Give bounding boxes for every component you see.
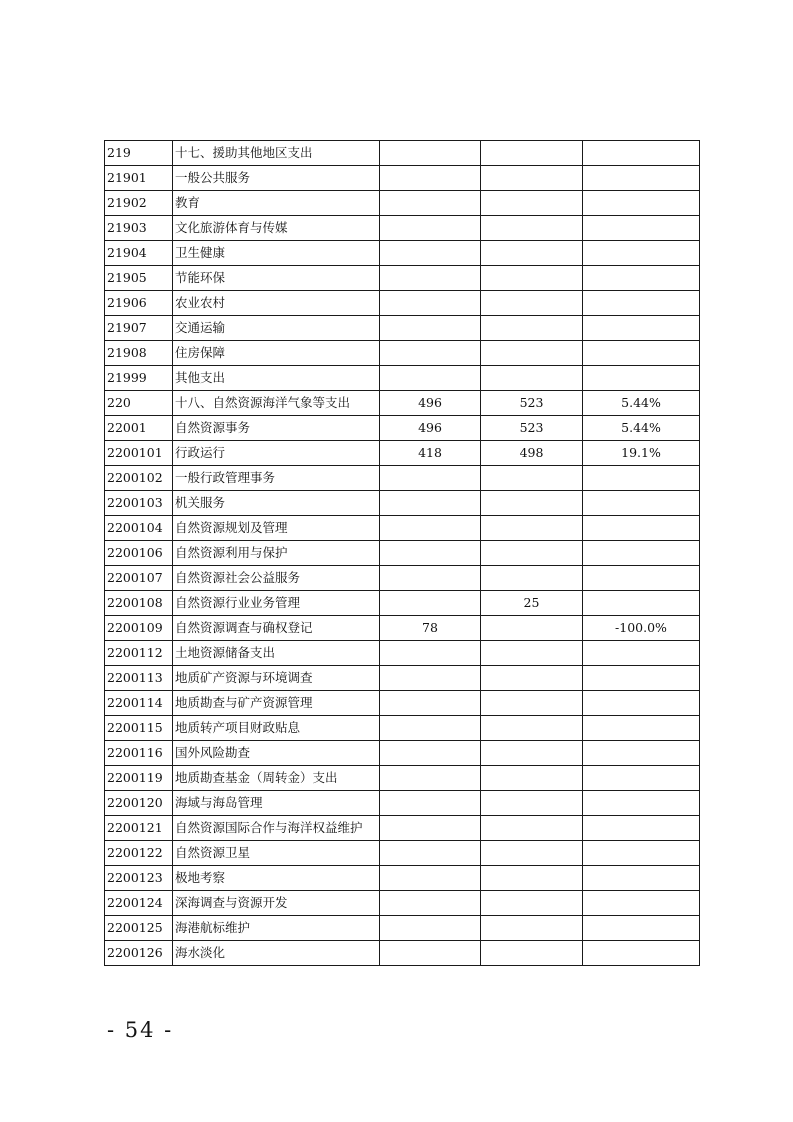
cell-code: 2200122 — [105, 841, 173, 866]
cell-code: 21908 — [105, 341, 173, 366]
cell-value-2 — [481, 716, 583, 741]
cell-name: 自然资源利用与保护 — [173, 541, 380, 566]
cell-value-2 — [481, 766, 583, 791]
cell-change-rate — [583, 291, 700, 316]
cell-name: 自然资源规划及管理 — [173, 516, 380, 541]
cell-change-rate — [583, 341, 700, 366]
cell-name: 自然资源事务 — [173, 416, 380, 441]
table-row — [105, 141, 700, 166]
cell-name: 交通运输 — [173, 316, 380, 341]
cell-value-2 — [481, 691, 583, 716]
cell-value-1 — [380, 166, 481, 191]
cell-code: 21999 — [105, 366, 173, 391]
cell-value-1 — [380, 591, 481, 616]
table-body — [105, 141, 700, 966]
cell-change-rate: 5.44% — [583, 416, 700, 441]
budget-table — [104, 140, 700, 966]
cell-change-rate — [583, 541, 700, 566]
cell-change-rate — [583, 241, 700, 266]
table-row — [105, 266, 700, 291]
cell-value-1 — [380, 866, 481, 891]
cell-name: 土地资源储备支出 — [173, 641, 380, 666]
cell-value-2 — [481, 741, 583, 766]
cell-value-2: 523 — [481, 391, 583, 416]
cell-code: 2200102 — [105, 466, 173, 491]
cell-name: 文化旅游体育与传媒 — [173, 216, 380, 241]
cell-value-2 — [481, 291, 583, 316]
cell-value-2 — [481, 666, 583, 691]
cell-value-1 — [380, 316, 481, 341]
cell-code: 2200119 — [105, 766, 173, 791]
table-row — [105, 366, 700, 391]
cell-code: 2200108 — [105, 591, 173, 616]
table-row — [105, 191, 700, 216]
cell-value-2 — [481, 216, 583, 241]
cell-change-rate — [583, 916, 700, 941]
table-row — [105, 716, 700, 741]
cell-value-2 — [481, 266, 583, 291]
table-row — [105, 341, 700, 366]
cell-change-rate — [583, 941, 700, 966]
cell-change-rate — [583, 566, 700, 591]
cell-value-2 — [481, 616, 583, 641]
cell-value-2 — [481, 941, 583, 966]
cell-value-1 — [380, 216, 481, 241]
cell-code: 2200113 — [105, 666, 173, 691]
cell-name: 自然资源国际合作与海洋权益维护 — [173, 816, 380, 841]
cell-code: 21901 — [105, 166, 173, 191]
cell-code: 2200120 — [105, 791, 173, 816]
cell-value-2 — [481, 191, 583, 216]
cell-value-1 — [380, 891, 481, 916]
cell-value-1 — [380, 266, 481, 291]
cell-name: 海港航标维护 — [173, 916, 380, 941]
cell-code: 2200116 — [105, 741, 173, 766]
cell-value-2 — [481, 491, 583, 516]
cell-name: 地质转产项目财政贴息 — [173, 716, 380, 741]
cell-name: 机关服务 — [173, 491, 380, 516]
cell-value-2: 25 — [481, 591, 583, 616]
cell-code: 21906 — [105, 291, 173, 316]
cell-value-1 — [380, 841, 481, 866]
cell-value-1 — [380, 291, 481, 316]
cell-code: 2200101 — [105, 441, 173, 466]
cell-change-rate — [583, 866, 700, 891]
cell-change-rate — [583, 141, 700, 166]
cell-value-1 — [380, 541, 481, 566]
cell-name: 节能环保 — [173, 266, 380, 291]
cell-value-2 — [481, 516, 583, 541]
cell-change-rate — [583, 766, 700, 791]
cell-value-2 — [481, 316, 583, 341]
table-row — [105, 816, 700, 841]
cell-value-2 — [481, 366, 583, 391]
cell-name: 农业农村 — [173, 291, 380, 316]
cell-change-rate — [583, 591, 700, 616]
cell-code: 2200109 — [105, 616, 173, 641]
table-row — [105, 641, 700, 666]
table-row — [105, 591, 700, 616]
cell-change-rate — [583, 216, 700, 241]
table-row — [105, 391, 700, 416]
table-row — [105, 516, 700, 541]
cell-value-2 — [481, 916, 583, 941]
table-row — [105, 666, 700, 691]
cell-change-rate — [583, 741, 700, 766]
cell-name: 自然资源社会公益服务 — [173, 566, 380, 591]
cell-change-rate — [583, 166, 700, 191]
cell-value-1 — [380, 241, 481, 266]
cell-value-2 — [481, 816, 583, 841]
cell-value-2: 523 — [481, 416, 583, 441]
cell-value-1 — [380, 716, 481, 741]
cell-change-rate — [583, 516, 700, 541]
table-row — [105, 216, 700, 241]
cell-value-1 — [380, 666, 481, 691]
cell-value-2 — [481, 841, 583, 866]
cell-value-1 — [380, 366, 481, 391]
cell-value-1 — [380, 816, 481, 841]
cell-change-rate: -100.0% — [583, 616, 700, 641]
cell-change-rate — [583, 816, 700, 841]
cell-value-1 — [380, 741, 481, 766]
cell-name: 教育 — [173, 191, 380, 216]
cell-change-rate — [583, 641, 700, 666]
cell-value-1 — [380, 491, 481, 516]
cell-change-rate — [583, 716, 700, 741]
cell-value-1: 78 — [380, 616, 481, 641]
cell-value-1 — [380, 566, 481, 591]
cell-code: 21903 — [105, 216, 173, 241]
cell-code: 2200115 — [105, 716, 173, 741]
cell-value-1 — [380, 941, 481, 966]
table-row — [105, 866, 700, 891]
table-row — [105, 916, 700, 941]
cell-code: 2200126 — [105, 941, 173, 966]
cell-code: 21902 — [105, 191, 173, 216]
page-number: - 54 - — [107, 1018, 174, 1042]
cell-code: 21904 — [105, 241, 173, 266]
cell-code: 22001 — [105, 416, 173, 441]
cell-code: 2200104 — [105, 516, 173, 541]
cell-change-rate — [583, 366, 700, 391]
cell-name: 海域与海岛管理 — [173, 791, 380, 816]
cell-code: 2200121 — [105, 816, 173, 841]
cell-change-rate — [583, 466, 700, 491]
table-row — [105, 741, 700, 766]
table-row — [105, 841, 700, 866]
table-row — [105, 566, 700, 591]
table-row — [105, 491, 700, 516]
cell-change-rate — [583, 191, 700, 216]
cell-name: 海水淡化 — [173, 941, 380, 966]
cell-name: 其他支出 — [173, 366, 380, 391]
cell-code: 2200107 — [105, 566, 173, 591]
table-row — [105, 291, 700, 316]
table-row — [105, 766, 700, 791]
cell-change-rate — [583, 841, 700, 866]
cell-name: 地质勘查基金（周转金）支出 — [173, 766, 380, 791]
cell-value-1: 418 — [380, 441, 481, 466]
cell-name: 自然资源调查与确权登记 — [173, 616, 380, 641]
cell-value-2: 498 — [481, 441, 583, 466]
cell-code: 2200124 — [105, 891, 173, 916]
cell-value-2 — [481, 866, 583, 891]
cell-change-rate — [583, 691, 700, 716]
cell-name: 住房保障 — [173, 341, 380, 366]
table-row — [105, 441, 700, 466]
cell-code: 2200123 — [105, 866, 173, 891]
cell-change-rate: 19.1% — [583, 441, 700, 466]
cell-change-rate — [583, 891, 700, 916]
cell-change-rate: 5.44% — [583, 391, 700, 416]
cell-name: 十七、援助其他地区支出 — [173, 141, 380, 166]
table-row — [105, 616, 700, 641]
table-row — [105, 416, 700, 441]
cell-name: 极地考察 — [173, 866, 380, 891]
cell-name: 深海调查与资源开发 — [173, 891, 380, 916]
cell-value-1 — [380, 916, 481, 941]
cell-value-2 — [481, 141, 583, 166]
table-row — [105, 166, 700, 191]
cell-name: 地质勘查与矿产资源管理 — [173, 691, 380, 716]
cell-code: 21907 — [105, 316, 173, 341]
table-row — [105, 316, 700, 341]
cell-change-rate — [583, 666, 700, 691]
cell-name: 十八、自然资源海洋气象等支出 — [173, 391, 380, 416]
table-row — [105, 791, 700, 816]
cell-value-1: 496 — [380, 391, 481, 416]
cell-code: 2200112 — [105, 641, 173, 666]
table-row — [105, 541, 700, 566]
table-row — [105, 241, 700, 266]
cell-change-rate — [583, 316, 700, 341]
cell-value-1 — [380, 141, 481, 166]
cell-change-rate — [583, 266, 700, 291]
cell-code: 21905 — [105, 266, 173, 291]
cell-name: 自然资源卫星 — [173, 841, 380, 866]
cell-value-2 — [481, 241, 583, 266]
cell-name: 自然资源行业业务管理 — [173, 591, 380, 616]
cell-name: 行政运行 — [173, 441, 380, 466]
table-row — [105, 941, 700, 966]
cell-name: 一般行政管理事务 — [173, 466, 380, 491]
cell-value-1 — [380, 641, 481, 666]
cell-value-2 — [481, 641, 583, 666]
cell-code: 2200125 — [105, 916, 173, 941]
cell-change-rate — [583, 491, 700, 516]
cell-value-1 — [380, 466, 481, 491]
cell-value-1 — [380, 791, 481, 816]
cell-value-1 — [380, 191, 481, 216]
table-row — [105, 466, 700, 491]
cell-code: 2200114 — [105, 691, 173, 716]
table-row — [105, 691, 700, 716]
cell-name: 国外风险勘查 — [173, 741, 380, 766]
cell-value-1 — [380, 341, 481, 366]
table-row — [105, 891, 700, 916]
cell-value-2 — [481, 166, 583, 191]
cell-name: 地质矿产资源与环境调查 — [173, 666, 380, 691]
cell-value-2 — [481, 891, 583, 916]
cell-name: 卫生健康 — [173, 241, 380, 266]
cell-name: 一般公共服务 — [173, 166, 380, 191]
cell-value-2 — [481, 466, 583, 491]
cell-value-1 — [380, 766, 481, 791]
cell-value-2 — [481, 541, 583, 566]
cell-value-1 — [380, 691, 481, 716]
cell-value-1: 496 — [380, 416, 481, 441]
cell-value-1 — [380, 516, 481, 541]
cell-code: 219 — [105, 141, 173, 166]
cell-change-rate — [583, 791, 700, 816]
cell-value-2 — [481, 566, 583, 591]
cell-value-2 — [481, 791, 583, 816]
cell-code: 2200103 — [105, 491, 173, 516]
cell-code: 220 — [105, 391, 173, 416]
cell-code: 2200106 — [105, 541, 173, 566]
cell-value-2 — [481, 341, 583, 366]
